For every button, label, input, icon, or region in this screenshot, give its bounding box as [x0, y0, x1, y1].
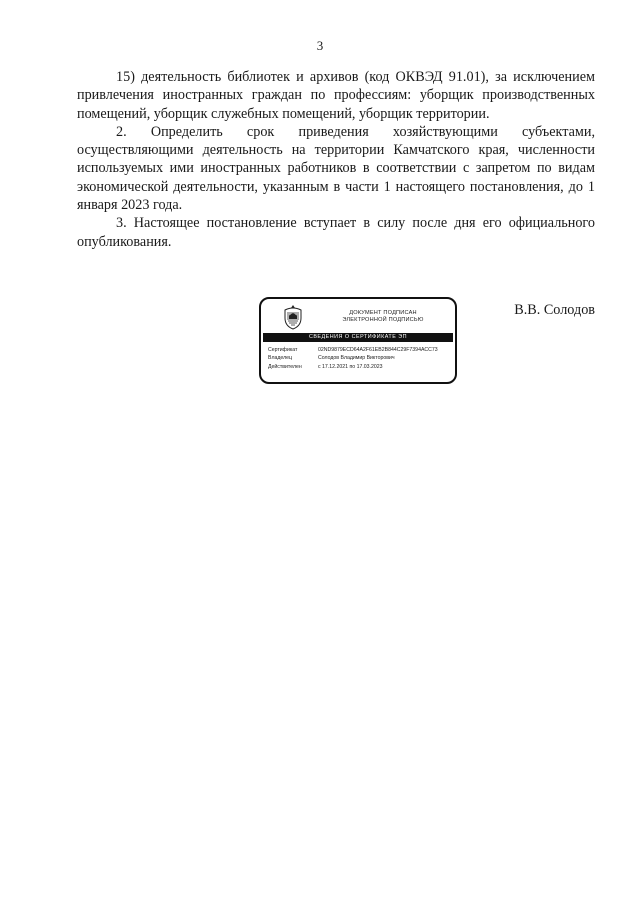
paragraph-point-2: 2. Определить срок приведения хозяйствующими субъектами, осуществляющими деятельность на территории Камчатского края, численности используемых ими иностранных работников в соответствии с запретом по видам экономической деятельности, указанным в части 1 настоящего постановления, до 1 января 2023 года. [77, 123, 595, 214]
stamp-title [309, 310, 457, 324]
paragraph-point-3: 3. Настоящее постановление вступает в силу после дня его официального опубликования. [77, 215, 595, 250]
stamp-row-label: Сертификат [268, 347, 298, 353]
stamp-title-line-2: ЭЛЕКТРОННОЙ ПОДПИСЬЮ [342, 317, 424, 323]
page-number: 3 [316, 38, 324, 53]
coat-of-arms-icon [282, 304, 304, 330]
electronic-signature-stamp [259, 297, 457, 384]
stamp-row-label: Действителен [268, 363, 302, 370]
stamp-row-value: с 17.12.2021 по 17.03.2023 [318, 363, 383, 370]
stamp-row-value: 02ND9879ECD64A2F61EB2B844C29F7394ACC73 [318, 347, 438, 353]
stamp-certificate-header: СВЕДЕНИЯ О СЕРТИФИКАТЕ ЭП [263, 333, 453, 342]
paragraph-item-15: 15) деятельность библиотек и архивов (код ОКВЭД 91.01), за исключением привлечения иностранных граждан по профессиям: уборщик производственных помещений, уборщик служебных помещений, уборщик территории. [77, 69, 595, 122]
stamp-title-line-1: ДОКУМЕНТ ПОДПИСАН [349, 310, 417, 316]
signer-name: В.В. Солодов [514, 302, 595, 318]
stamp-row-label: Владелец [268, 355, 292, 362]
stamp-row-owner [268, 354, 452, 362]
stamp-row-value: Солодов Владимир Викторович [318, 355, 395, 362]
stamp-details [268, 346, 452, 371]
stamp-row-validity [268, 363, 452, 371]
document-body [77, 68, 595, 251]
stamp-row-certificate [268, 346, 452, 354]
